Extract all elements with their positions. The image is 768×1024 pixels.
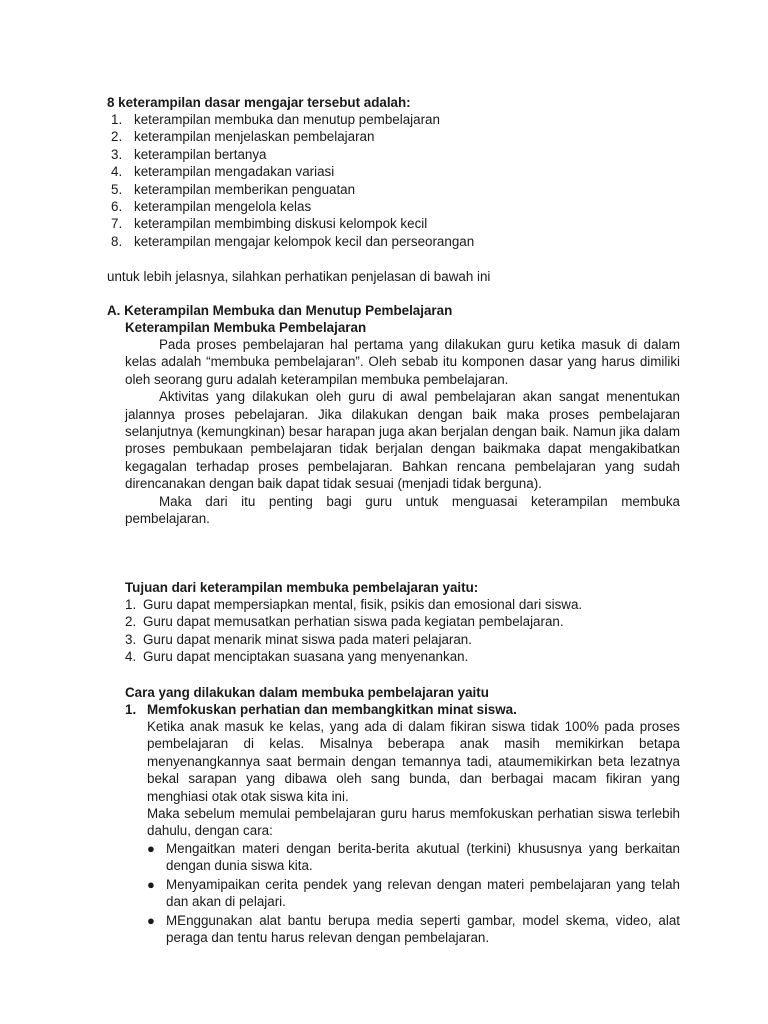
paragraph: Maka sebelum memulai pembelajaran guru harus memfokuskan perhatian siswa terlebih dahulu, dengan cara: [147,806,680,839]
list-item [111,163,671,180]
list-item-text: Guru dapat menarik minat siswa pada materi pelajaran. [143,631,472,647]
bullet-icon: ● [147,841,155,856]
list-item-text: Mengaitkan materi dengan berita-berita akutual (terkini) khususnya yang berkaitan dengan dunia siswa kita. [166,841,680,874]
bullet-list [147,840,680,946]
goals-title: Tujuan dari keterampilan membuka pembelajaran yaitu: [125,580,479,595]
list-item-number: 7. [111,216,123,232]
list-item [147,840,680,875]
list-item-text: keterampilan mengadakan variasi [134,164,335,180]
list-item [125,648,680,665]
list-item-number: 1. [111,112,123,127]
skills-heading: 8 keterampilan dasar mengajar tersebut adalah: [107,95,411,110]
list-item-text: keterampilan mengajar kelompok kecil dan perseorangan [134,233,475,249]
list-item-number: 2. [125,614,137,630]
list-item-number: 5. [111,181,123,197]
list-item [147,912,680,947]
list-item-number: 1. [125,597,137,612]
list-item [111,198,671,215]
ways-item-body [147,718,680,840]
list-item [111,128,671,145]
list-item-text: Guru dapat menciptakan suasana yang menyenankan. [143,649,469,665]
list-item [111,111,671,128]
paragraph: Ketika anak masuk ke kelas, yang ada di dalam fikiran siswa tidak 100% pada proses pembelajaran di kelas. Misalnya beberapa anak masih memikirkan betapa menyenangkannya saat bermain dengan temannya tadi, ataumemikirkan beta lezatnya bekal sarapan yang dibawa oleh sang bunda, dan berbagai macam fikiran yang menghiasi otak otak siswa kita ini. [147,719,680,804]
list-item-number: 3. [111,146,123,162]
list-item-text: keterampilan bertanya [134,146,267,162]
list-item [125,596,680,613]
goals-list [125,596,680,666]
paragraph: Maka dari itu penting bagi guru untuk menguasai keterampilan membuka pembelajaran. [125,493,680,527]
list-item [111,215,671,232]
paragraph: Pada proses pembelajaran hal pertama yang dilakukan guru ketika masuk di dalam kelas adalah “membuka pembelajaran”. Oleh sebab itu komponen dasar yang harus dimiliki oleh seorang guru adalah keterampilan membuka pembelajaran. [125,337,680,387]
bullet-icon: ● [147,876,155,892]
list-item [111,233,671,250]
list-item [125,613,680,630]
list-item-number: 8. [111,233,123,249]
list-item-number: 2. [111,129,123,145]
list-item-text: keterampilan menjelaskan pembelajaran [134,129,375,145]
list-item-text: keterampilan memberikan penguatan [134,181,356,197]
list-item [147,876,680,911]
list-item-text: keterampilan membimbing diskusi kelompok kecil [134,216,428,232]
intro-text: untuk lebih jelasnya, silahkan perhatikan penjelasan di bawah ini [107,269,491,284]
list-item-text: Menyamipaikan cerita pendek yang relevan dengan materi pembelajaran yang telah dan akan di pelajari. [166,876,680,910]
list-item-text: keterampilan mengelola kelas [134,198,312,214]
section-a-title: A. Keterampilan Membuka dan Menutup Pembelajaran [107,303,453,318]
list-item-text: MEnggunakan alat bantu berupa media seperti gambar, model skema, video, alat peraga dan tentu harus relevan dengan pembelajaran. [166,912,680,946]
section-a-body [125,336,680,527]
bullet-icon: ● [147,912,155,928]
skills-list [111,111,671,250]
list-item [111,146,671,163]
paragraph: Aktivitas yang dilakukan oleh guru di awal pembelajaran akan sangat menentukan jalannya proses pebelajaran. Jika dilakukan dengan baik maka proses pembelajaran selanjutnya (kemungkinan) besar harapan juga akan berjalan dengan baik. Namun jika dalam proses pembukaan pembelajaran tidak berjalan dengan baikmaka dapat mengakibatkan kegagalan terhadap proses pembelajaran. Bahkan rencana pembelajaran yang sudah direncanakan dengan baik dapat tidak sesuai (menjadi tidak berguna). [125,389,680,492]
list-item-text: Guru dapat mempersiapkan mental, fisik, psikis dan emosional dari siswa. [143,597,583,612]
ways-item-number: 1. [125,702,137,717]
section-a-subtitle: Keterampilan Membuka Pembelajaran [125,320,367,335]
list-item-text: Guru dapat memusatkan perhatian siswa pada kegiatan pembelajaran. [143,614,564,630]
list-item-number: 3. [125,631,137,647]
list-item-number: 6. [111,198,123,214]
list-item [111,181,671,198]
ways-item-title: Memfokuskan perhatian dan membangkitkan minat siswa. [147,702,517,717]
list-item-text: keterampilan membuka dan menutup pembelajaran [134,112,440,127]
list-item-number: 4. [125,649,137,665]
list-item-number: 4. [111,164,123,180]
ways-title: Cara yang dilakukan dalam membuka pembelajaran yaitu [125,685,489,700]
list-item [125,631,680,648]
